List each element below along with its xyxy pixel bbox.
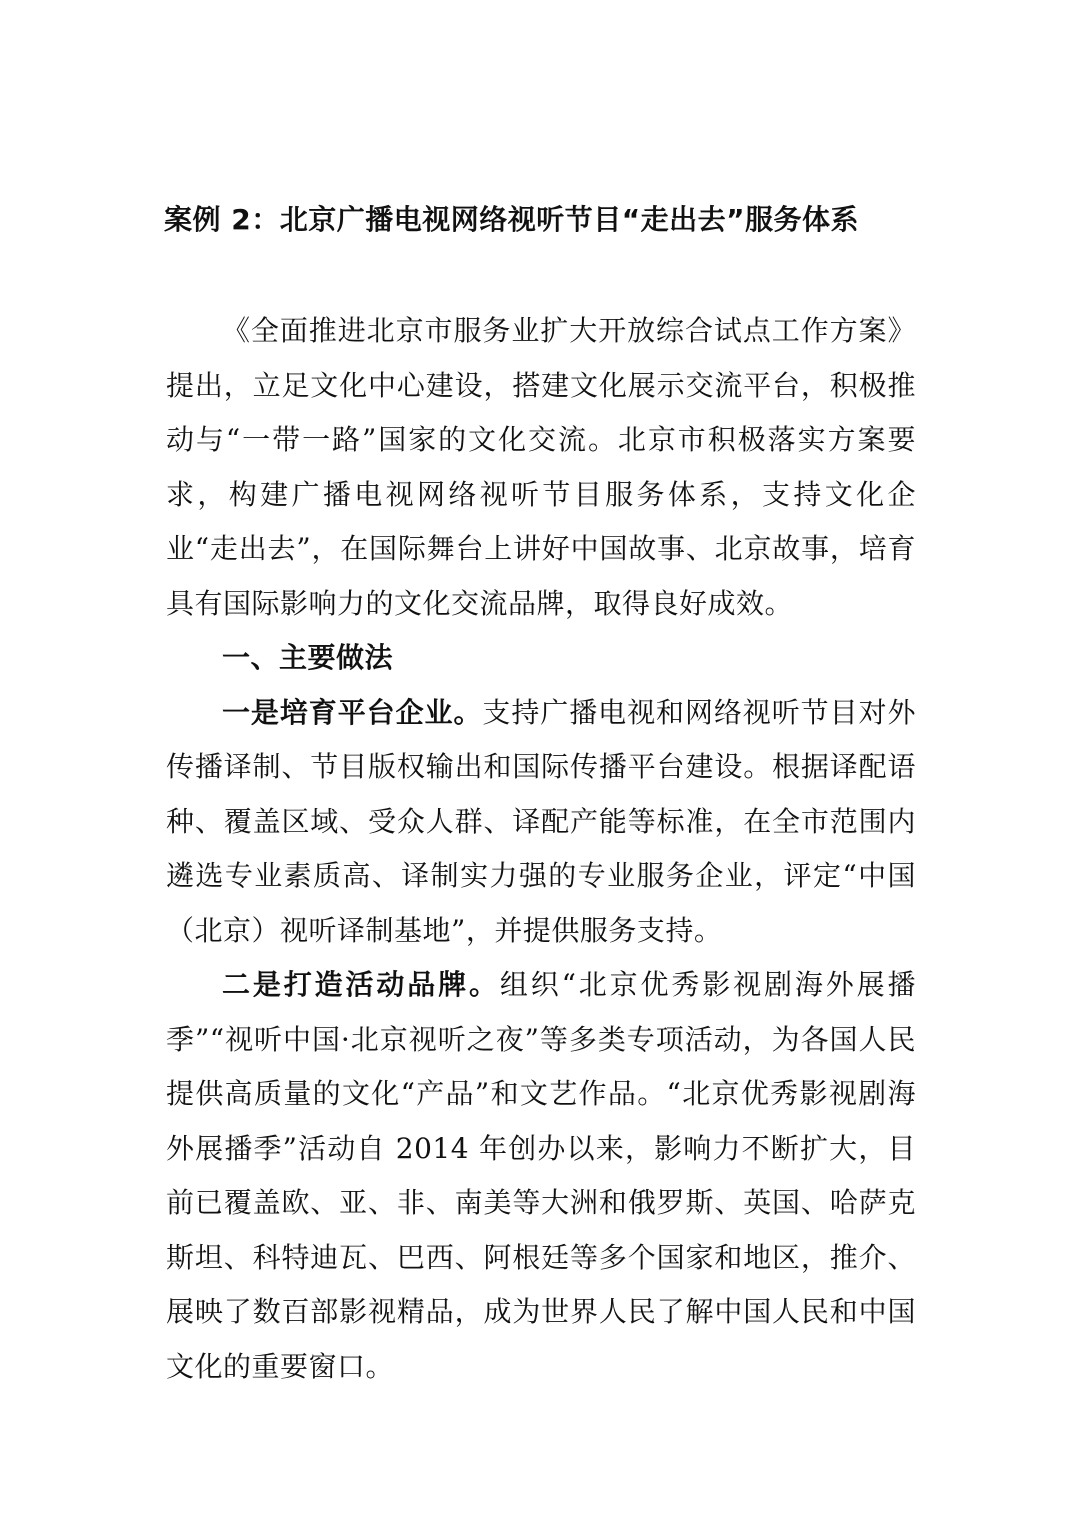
paragraph-2-text: 组织“北京优秀影视剧海外展播季”“视听中国·北京视听之夜”等多类专项活动，为各国人民提供高质量的文化“产品”和文艺作品。“北京优秀影视剧海外展播季”活动自 2014 年创办以来，影响力不断扩大，目前已覆盖欧、亚、非、南美等大洲和俄罗斯、英国、哈萨克斯坦、科特迪瓦、巴西、阿根廷等多个国家和地区，推介、展映了数百部影视精品，成为世界人民了解中国人民和中国文化的重要窗口。: [166, 968, 916, 1383]
paragraph-1-text: 支持广播电视和网络视听节目对外传播译制、节目版权输出和国际传播平台建设。根据译配语种、覆盖区域、受众人群、译配产能等标准，在全市范围内遴选专业素质高、译制实力强的专业服务企业，评定“中国（北京）视听译制基地”，并提供服务支持。: [166, 695, 916, 947]
intro-paragraph: 《全面推进北京市服务业扩大开放综合试点工作方案》提出，立足文化中心建设，搭建文化展示交流平台，积极推动与“一带一路”国家的文化交流。北京市积极落实方案要求，构建广播电视网络视听节目服务体系，支持文化企业“走出去”，在国际舞台上讲好中国故事、北京故事，培育具有国际影响力的文化交流品牌，取得良好成效。: [166, 314, 916, 620]
paragraph-2-lead: 二是打造活动品牌。: [222, 968, 500, 1001]
paragraph-1-lead: 一是培育平台企业。: [222, 695, 483, 729]
section-heading: 一、主要做法: [222, 641, 394, 674]
document-body: [166, 304, 916, 1394]
paragraph-1: [166, 686, 916, 959]
document-title: 案例 2：北京广播电视网络视听节目“走出去”服务体系: [164, 203, 860, 236]
paragraph-2: [166, 958, 916, 1394]
